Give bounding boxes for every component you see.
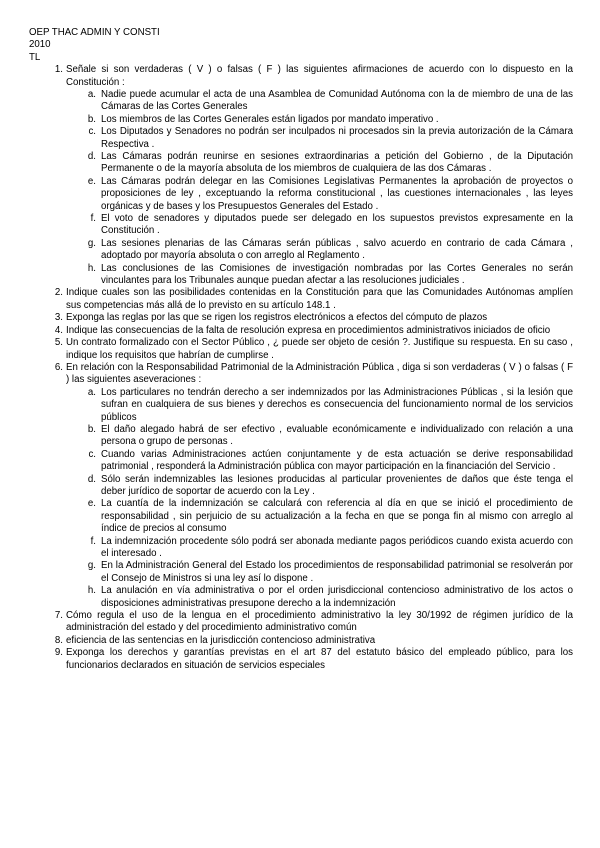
sub-question-text: Las Cámaras podrán reunirse en sesiones extraordinarias a petición del Gobierno , de la Diputación Permanente o de la mayoría absoluta de los miembros de cualquiera de las dos Cámaras . <box>101 151 573 175</box>
question-number: 1. <box>54 64 63 76</box>
sub-question-text: Sólo serán indemnizables las lesiones producidas al particular provenientes de daños que éste tenga el deber jurídico de soportar de acuerdo con la Ley . <box>101 473 573 497</box>
sub-question-item <box>66 449 573 474</box>
question-item <box>29 312 573 324</box>
question-text: Un contrato formalizado con el Sector Público , ¿ puede ser objeto de cesión ?. Justifique su respuesta. En su caso , indique los requisitos que habrían de cumplirse . <box>66 337 573 361</box>
sub-question-text: La cuantía de la indemnización se calculará con referencia al día en que se inició el procedimiento de responsabilidad , sin perjuicio de su actualización a la fecha en que se ponga fin al mismo con arreglo al índice de precios al consumo <box>101 498 573 535</box>
question-number: 2. <box>54 287 63 299</box>
question-text: eficiencia de las sentencias en la jurisdicción contencioso administrativa <box>66 634 376 646</box>
document-page <box>29 27 573 672</box>
sub-question-list <box>66 89 573 288</box>
sub-question-text: Los Diputados y Senadores no podrán ser inculpados ni procesados sin la previa autorización de la Cámara Respectiva . <box>101 126 573 150</box>
sub-question-item <box>66 89 573 114</box>
sub-question-text: Las Cámaras podrán delegar en las Comisiones Legislativas Permanentes la aprobación de proyectos o proposiciones de ley , exceptuando la reforma constitucional , las cuestiones internacionales , las leyes orgánicas y de bases y los Presupuestos Generales del Estado . <box>101 175 573 212</box>
sub-question-text: Las conclusiones de las Comisiones de investigación nombradas por las Cortes Generales no serán vinculantes para los Tribunales aunque puedan afectar a las resoluciones judiciales . <box>101 262 573 287</box>
question-number: 9. <box>54 647 63 659</box>
header-line-year: 2010 <box>29 39 51 51</box>
sub-question-letter: c. <box>88 448 96 460</box>
sub-question-list <box>66 387 573 610</box>
sub-question-letter: d. <box>87 473 96 485</box>
sub-question-letter: h. <box>87 262 96 274</box>
question-number: 7. <box>54 610 63 622</box>
question-list <box>29 64 573 672</box>
sub-question-item <box>66 213 573 238</box>
sub-question-letter: g. <box>87 237 96 249</box>
sub-question-item <box>66 114 573 126</box>
sub-question-letter: e. <box>87 498 96 510</box>
sub-question-letter: b. <box>87 113 96 125</box>
sub-question-item <box>66 126 573 151</box>
question-item <box>29 325 573 337</box>
sub-question-text: Cuando varias Administraciones actúen conjuntamente y de esta actuación se derive responsabilidad patrimonial , responderá la Administración pública con mayor participación en la financiación del Servicio . <box>101 448 573 473</box>
question-item <box>29 64 573 287</box>
sub-question-text: Las sesiones plenarias de las Cámaras serán públicas , salvo acuerdo en contrario de cada Cámara , adoptado por mayoría absoluta o con arreglo al Reglamento . <box>101 237 573 262</box>
question-number: 6. <box>54 361 63 373</box>
question-text: Cómo regula el uso de la lengua en el procedimiento administrativo la ley 30/1992 de régimen jurídico de la administración del estado y del procedimiento administrativo común <box>66 610 573 634</box>
question-item <box>29 362 573 610</box>
sub-question-letter: d. <box>87 151 96 163</box>
question-text: En relación con la Responsabilidad Patrimonial de la Administración Pública , diga si son verdaderas ( V ) o falsas ( F ) las siguientes aseveraciones : <box>66 361 573 386</box>
sub-question-text: La anulación en vía administrativa o por el orden jurisdiccional contencioso administrativo de los actos o disposiciones administrativas presupone derecho a la indemnización <box>101 585 573 609</box>
question-item <box>29 337 573 362</box>
sub-question-text: Nadie puede acumular el acta de una Asamblea de Comunidad Autónoma con la de miembro de una de las Cámaras de las Cortes Generales <box>101 88 573 113</box>
question-item <box>29 647 573 672</box>
sub-question-text: En la Administración General del Estado los procedimientos de responsabilidad patrimonial se resolverán por el Consejo de Ministros si una ley así lo dispone . <box>101 560 573 584</box>
sub-question-item <box>66 263 573 288</box>
sub-question-item <box>66 424 573 449</box>
header-line-title: OEP THAC ADMIN Y CONSTI <box>29 27 160 38</box>
question-text: Señale si son verdaderas ( V ) o falsas ( F ) las siguientes afirmaciones de acuerdo con lo dispuesto en la Constitución : <box>66 64 573 88</box>
sub-question-item <box>66 585 573 610</box>
sub-question-text: Los miembros de las Cortes Generales están ligados por mandato imperativo . <box>101 113 439 125</box>
question-number: 3. <box>54 312 63 324</box>
sub-question-letter: h. <box>87 585 96 597</box>
sub-question-item <box>66 498 573 535</box>
sub-question-item <box>66 474 573 499</box>
sub-question-item <box>66 151 573 176</box>
sub-question-text: El daño alegado habrá de ser efectivo , evaluable económicamente e individualizado con relación a una persona o grupo de personas . <box>101 423 573 448</box>
sub-question-text: La indemnización procedente sólo podrá ser abonada mediante pagos periódicos cuando exista acuerdo con el interesado . <box>101 535 573 560</box>
sub-question-item <box>66 238 573 263</box>
question-text: Exponga los derechos y garantías previstas en el art 87 del estatuto básico del empleado público, para los funcionarios declarados en situación de servicios especiales <box>66 647 573 671</box>
sub-question-letter: f. <box>90 535 96 547</box>
sub-question-letter: f. <box>90 213 96 225</box>
sub-question-letter: a. <box>87 88 96 100</box>
question-item <box>29 610 573 635</box>
sub-question-item <box>66 560 573 585</box>
sub-question-letter: b. <box>87 423 96 435</box>
question-number: 4. <box>54 324 63 336</box>
sub-question-letter: g. <box>87 560 96 572</box>
question-item <box>29 635 573 647</box>
sub-question-letter: a. <box>87 386 96 398</box>
question-number: 5. <box>54 337 63 349</box>
question-item <box>29 287 573 312</box>
sub-question-item <box>66 176 573 213</box>
sub-question-item <box>66 387 573 424</box>
question-text: Indique las consecuencias de la falta de resolución expresa en procedimientos administrativos iniciados de oficio <box>66 324 551 336</box>
header-line-code: TL <box>29 51 41 63</box>
question-text: Exponga las reglas por las que se rigen los registros electrónicos a efectos del cómputo de plazos <box>66 312 488 324</box>
question-text: Indique cuales son las posibilidades contenidas en la Constitución para que las Comunidades Autónomas amplíen sus competencias más allá de lo previsto en su artículo 148.1 . <box>66 287 573 311</box>
sub-question-item <box>66 536 573 561</box>
document-header <box>29 27 573 64</box>
sub-question-letter: c. <box>88 126 96 138</box>
sub-question-text: El voto de senadores y diputados puede ser delegado en los supuestos previstos expresamente en la Constitución . <box>101 213 573 237</box>
sub-question-letter: e. <box>87 175 96 187</box>
sub-question-text: Los particulares no tendrán derecho a ser indemnizados por las Administraciones Públicas , si la lesión que sufran en cualquiera de sus bienes y derechos es consecuencia del funcionamiento normal de los servicios públicos <box>101 386 573 423</box>
question-number: 8. <box>54 634 63 646</box>
